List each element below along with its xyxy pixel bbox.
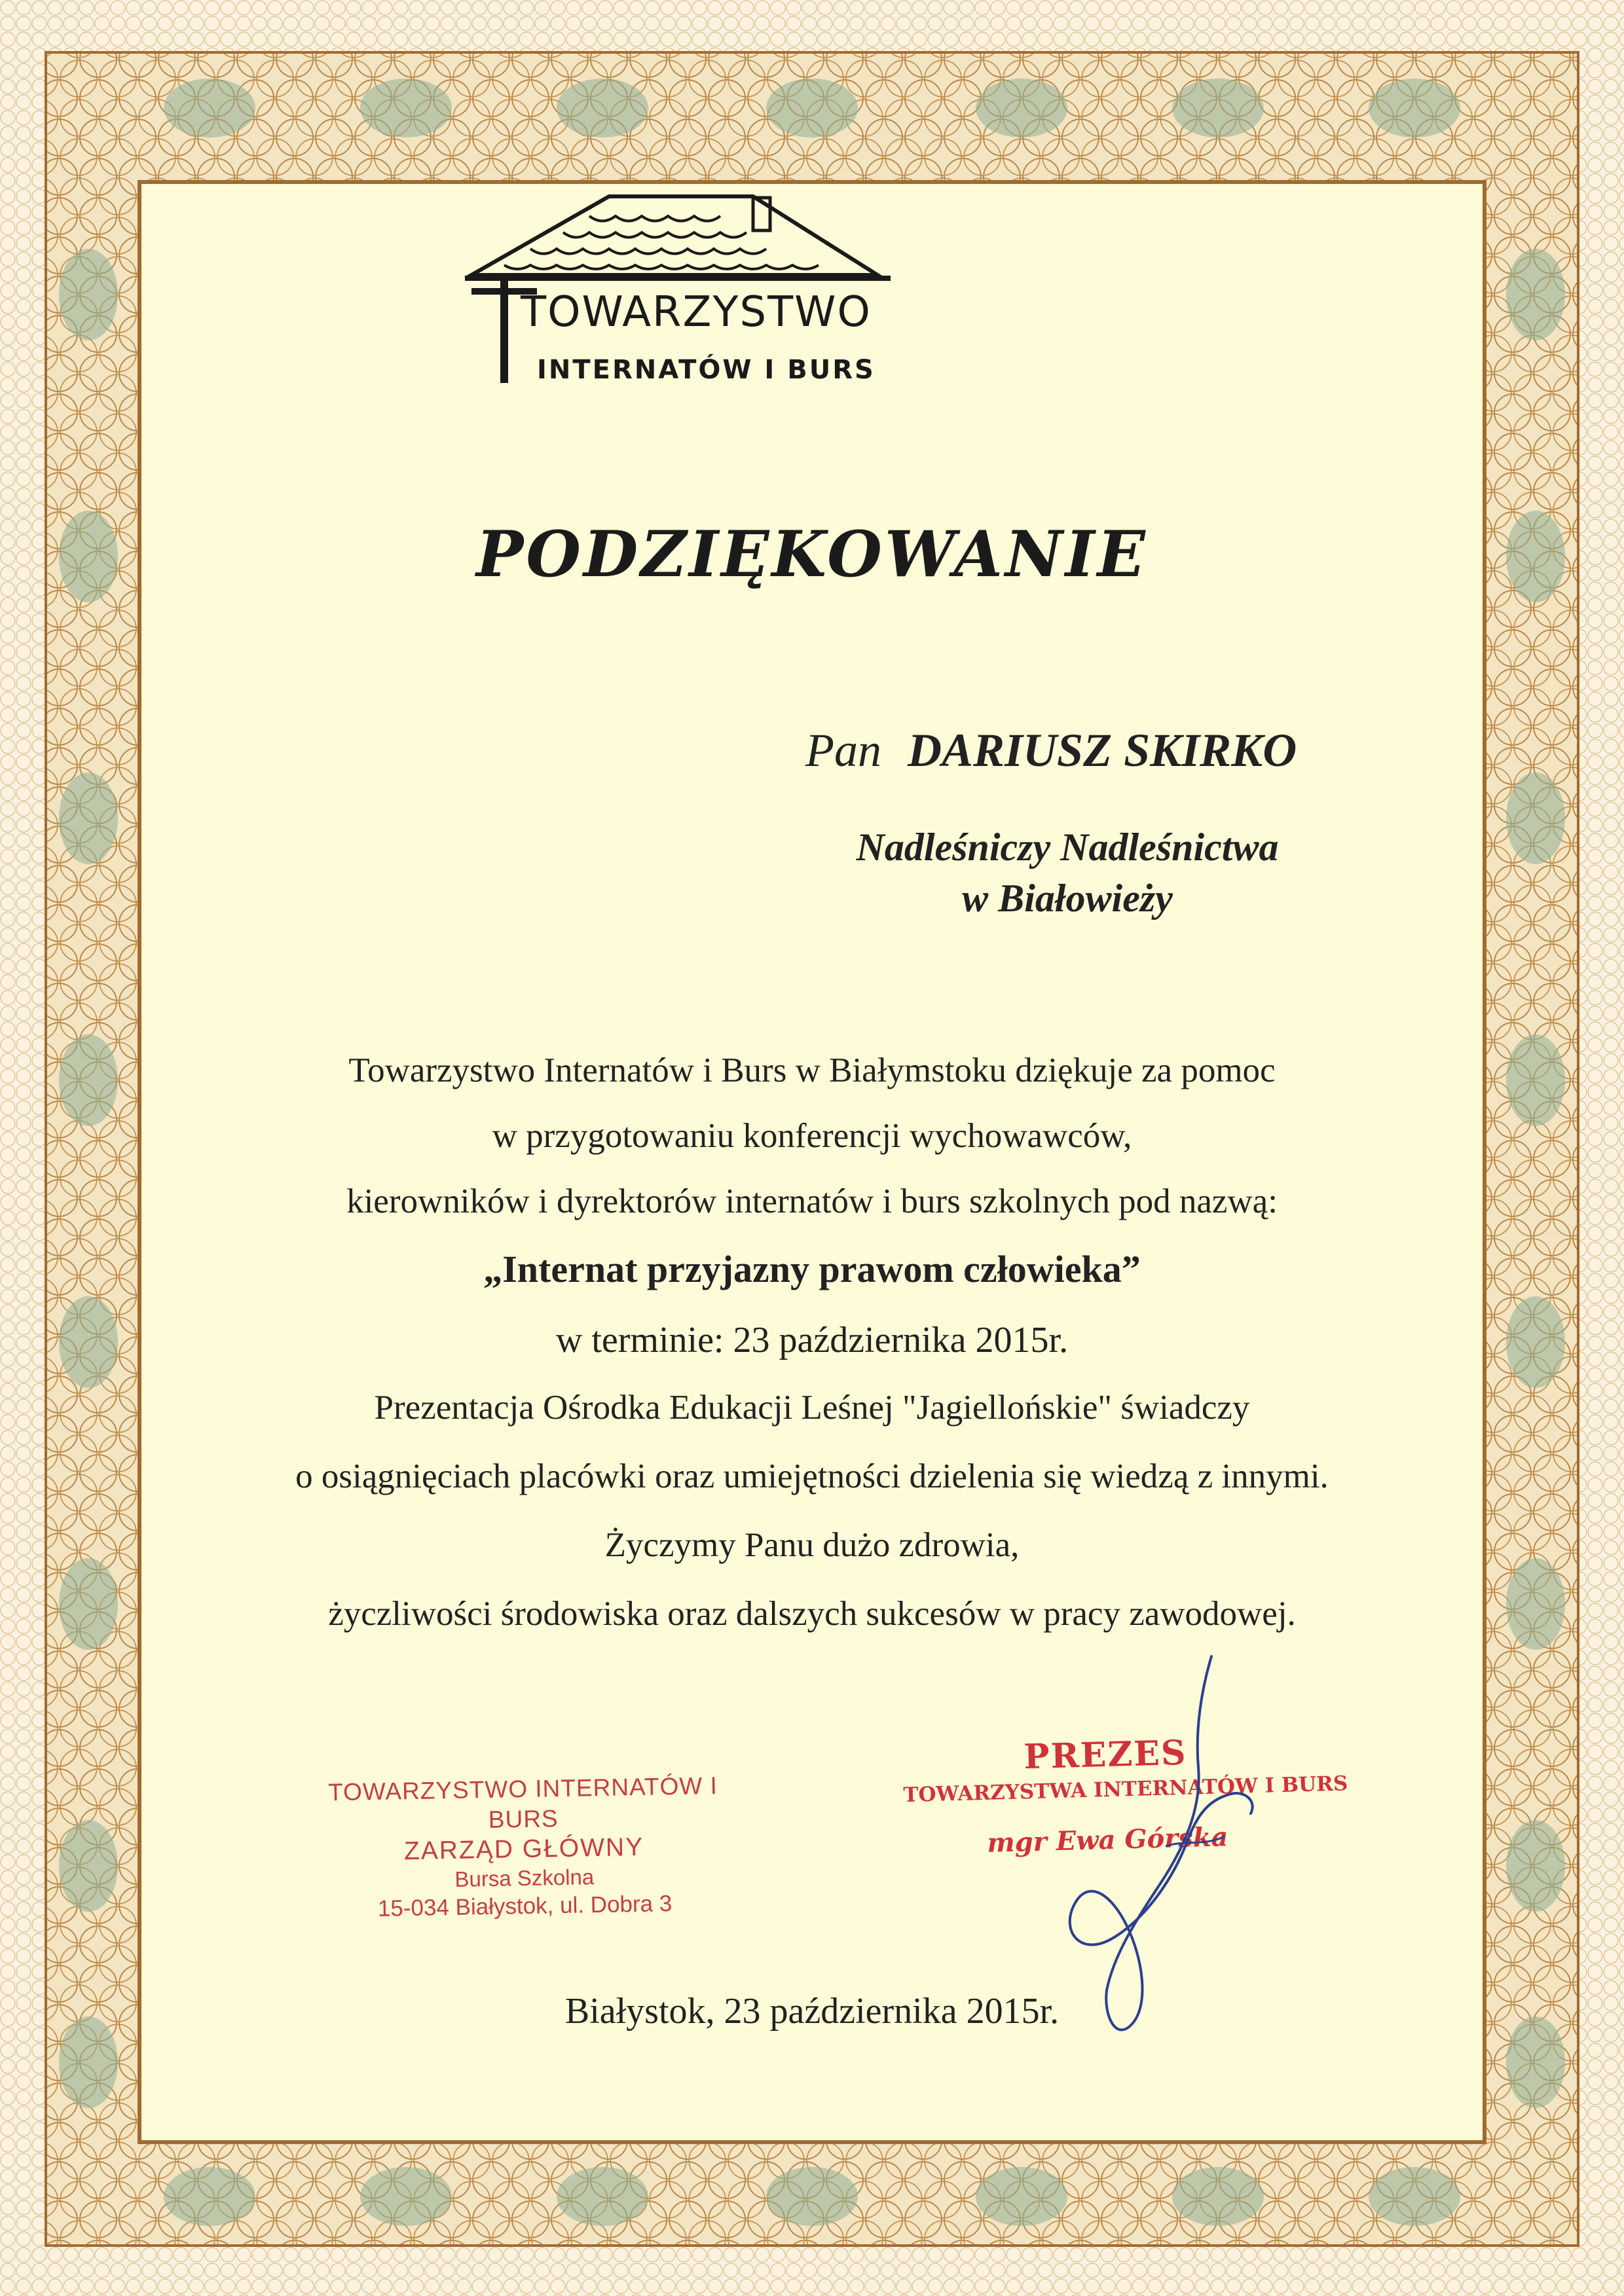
body-text-line: Życzymy Panu dużo zdrowia,: [604, 1526, 1020, 1564]
body-text-line: życzliwości środowiska oraz dalszych sukcesów w pracy zawodowej.: [328, 1595, 1296, 1633]
stamp-line: TOWARZYSTWA INTERNATÓW I BURS: [903, 1772, 1348, 1808]
logo-text-towarzystwo: TOWARZYSTWO: [521, 288, 872, 337]
certificate-title: PODZIĘKOWANIE: [476, 517, 1148, 591]
stamp-line: mgr Ewa Górska: [986, 1821, 1228, 1859]
recipient-name: DARIUSZ SKIRKO: [907, 724, 1297, 776]
stamp-line: Bursa Szkolna: [454, 1865, 595, 1891]
event-date-line: w terminie: 23 października 2015r.: [555, 1320, 1069, 1360]
place-and-date: Białystok, 23 października 2015r.: [564, 1991, 1060, 2032]
recipient-role-line2: w Białowieży: [962, 877, 1173, 920]
body-text-line: w przygotowaniu konferencji wychowawców,: [492, 1117, 1132, 1155]
body-text-line: o osiągnięciach placówki oraz umiejętności dzielenia się wiedzą z innymi.: [295, 1457, 1329, 1495]
body-text-line: Towarzystwo Internatów i Burs w Białymstoku dziękuje za pomoc: [348, 1051, 1276, 1089]
recipient-role-line1: Nadleśniczy Nadleśnictwa: [856, 826, 1279, 869]
event-name: „Internat przyjazny prawom człowieka”: [483, 1248, 1141, 1290]
stamp-line: ZARZĄD GŁÓWNY: [403, 1832, 644, 1866]
recipient-salutation: Pan: [805, 724, 881, 776]
recipient-line: [805, 723, 1297, 778]
logo-text-internatow: INTERNATÓW I BURS: [537, 355, 876, 385]
body-text-line: Prezentacja Ośrodka Edukacji Leśnej "Jagiellońskie" świadczy: [374, 1389, 1250, 1427]
organization-stamp: [320, 1771, 728, 1925]
recipient-role: [805, 822, 1329, 924]
body-text-line: kierowników i dyrektorów internatów i burs szkolnych pod nazwą:: [346, 1182, 1278, 1220]
organization-logo: [458, 183, 917, 406]
stamp-line: 15-034 Białystok, ul. Dobra 3: [377, 1891, 673, 1922]
stamp-line: TOWARZYSTWO INTERNATÓW I BURS: [327, 1772, 718, 1833]
stamp-line: PREZES: [1023, 1732, 1188, 1777]
